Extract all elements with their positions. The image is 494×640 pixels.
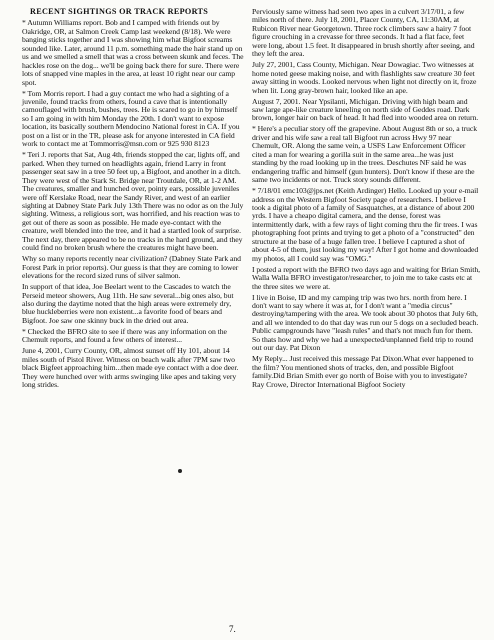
- report-paragraph: * Teri J. reports that Sat, Aug 4th, friends stopped the car, lights off, and parked. When they turned on headlights again, friend Larry in front passenger seat saw in a tree 50 feet up, a Bigfoot, and another in a ditch. They were west of the Stark St. Bridge near Troutdale, OR, at 1-2 AM. The creatures, smaller and hunched over, pointy ears, possible juveniles were off Kerslake Road, near the Sandy River, and west of an earlier sighting at Dabney State Park July 13th There was no odor as on the July sighting. Witness, a religious sort, was horrified, and his reaction was to get out of there as soon as possible. He made eye-contact with the creature, well blended into the tree, and it had a startled look of surprise. The next day, there appeared to be no tracks in the hard ground, and they could find no broken brush where the creatures might have been.: [22, 150, 244, 253]
- report-paragraph: June 4, 2001, Curry County, OR, almost sunset off Hy 101, about 14 miles south of Pistol River. Witness on beach walk after 7PM saw two black Bigfeet approaching him...then made eye contact with a doe deer. They were hunched over with arms swinging like apes and taking very long strides.: [22, 346, 239, 390]
- report-paragraph: I live in Boise, ID and my camping trip was two hrs. north from here. I don't want to say where it was at, for I don't want a "media circus" destroying/tampering with the area. We took about 30 photos that July 6th, and all we intended to do that day was run our 5 dogs on a secluded beach. Public campgrounds have "leash rules" and that's not much fun for them. So thats how and why we had a unexpected/unplanned field trip to round out our day. Pat Dixon: [252, 292, 479, 353]
- report-paragraph: July 27, 2001, Cass County, Michigan. Near Dowagiac. Two witnesses at home noted geese making noise, and with flashlights saw creature 30 feet away sitting in woods. Looked nervous when light not directly on it, froze when lit. Long gray-brown hair, looked like an ape.: [252, 60, 477, 95]
- left-column: [22, 8, 244, 392]
- report-paragraph: * Autumn Williams report. Bob and I camped with friends out by Oakridge, OR, at Salmon Creek Camp last weekend (8/18). We were banging sticks together and I was showing him what Bigfoot screams sounded like. Later, around 11 p.m. something made the hair stand up on us and we smelled a smell that was a cross between skunk and feces. The hackles rose on the dog... we'll be going back there for sure. There were lots of snapped vine maples in the area, at least 10 right near our camp spot.: [22, 18, 244, 87]
- report-paragraph: Perviously same witness had seen two apes in a culvert 3/17/01, a few miles north of there. July 18, 2001, Placer County, CA, 11:30AM, at Rubicon River near Georgetown. Three rock climbers saw a hairy 7 foot figure crouching in a crevasse for three seconds. It had a flat face, feet were long, about 1.5 feet. It disappeared in brush shortly after seeing, and they left the area.: [252, 7, 475, 59]
- report-paragraph: My Reply... Just received this message Pat Dixon.What ever happened to the film? You mentioned shots of tracks, den, and possible Bigfoot family.Did Brian Smith ever go north of Boise with you to investigate? Ray Crowe, Director International Bigfoot Society: [252, 354, 474, 389]
- report-paragraph: * Checked the BFRO site to see if there was any information on the Chemult reports, and found a few others of interest...: [22, 326, 227, 345]
- report-paragraph: I posted a report with the BFRO two days ago and waiting for Brian Smith, Walla Walla BFRO investigator/researcher, to join me to take casts etc at the three sites we were at.: [252, 264, 481, 291]
- report-paragraph: In support of that idea, Joe Beelart went to the Cascades to watch the Perseid meteor showers, Aug 11th. He saw several...big ones also, but also during the daytime noted that the high areas were extremely dry, blue huckleberries were non existent...a favorite food of bears and Bigfoot. Joe saw one skinny buck in the dried out area.: [22, 282, 234, 325]
- report-paragraph: * 7/18/01 emc103@jps.net (Keith Ardinger) Hello. Looked up your e-mail address on the Western Bigfoot Society page of researchers. I believe I took a digital photo of a family of Sasquatches, at a distance of about 200 yrds. I have a cheapo digital camera, and the dense, forest was intermittently dark, with a few rays of light coming thru the fir trees. I was photographing foot prints and trying to get a photo of a "constructed" den structure at the base of a huge fallen tree. I believe I captured a shot of about 4-5 of them, just looking my way! After I got home and downloaded my photos, all I could say was "OMG.": [252, 186, 479, 263]
- report-paragraph: * Here's a peculiar story off the grapevine. About August 8th or so, a truck driver and his wife saw a real tall Bigfoot run across Hwy 97 near Chemult, OR. Along the same vein, a USFS Law Enforcement Officer cited a man for wearing a gorilla suit in the same area...he was just standing by the road looking up in the trees. Deschutes NF said he was endangering traffic and himself (gun hunters). Don't know if these are the same two incidents or not. Truck story sounds different.: [252, 124, 478, 185]
- report-paragraph: August 7, 2001. Near Ypsilanti, Michigan. Driving with high beam and saw large ape-like creature kneeling on north side of Geddes road. Dark brown, longer hair on back of head. It had fled into wooded area on return.: [252, 96, 479, 123]
- ink-dot: [178, 469, 182, 473]
- report-paragraph: * Tom Morris report. I had a guy contact me who had a sighting of a juvenile, found tracks from others, found a cave that is intentionally camouflaged with brush, bushes, trees. He is scared to go in by himself so I am going in with him Monday the 20th. I don't want to expose location, its basically southern Mendocino National forest in CA. If you post on a list or in the TR, please ask for anyone interested in CA field work to contact me at Tommorris@msn.com or 925 930 8123: [22, 88, 240, 149]
- page-number: 7.: [229, 624, 236, 634]
- section-heading: RECENT SIGHTINGS OR TRACK REPORTS: [30, 7, 209, 16]
- right-column: [252, 8, 480, 391]
- report-paragraph: Why so many reports recently near civilization? (Dabney State Park and Forest Park in prior reports). Our guess is that they are coming to lower elevations for the record sized runs of silver salmon.: [22, 254, 241, 281]
